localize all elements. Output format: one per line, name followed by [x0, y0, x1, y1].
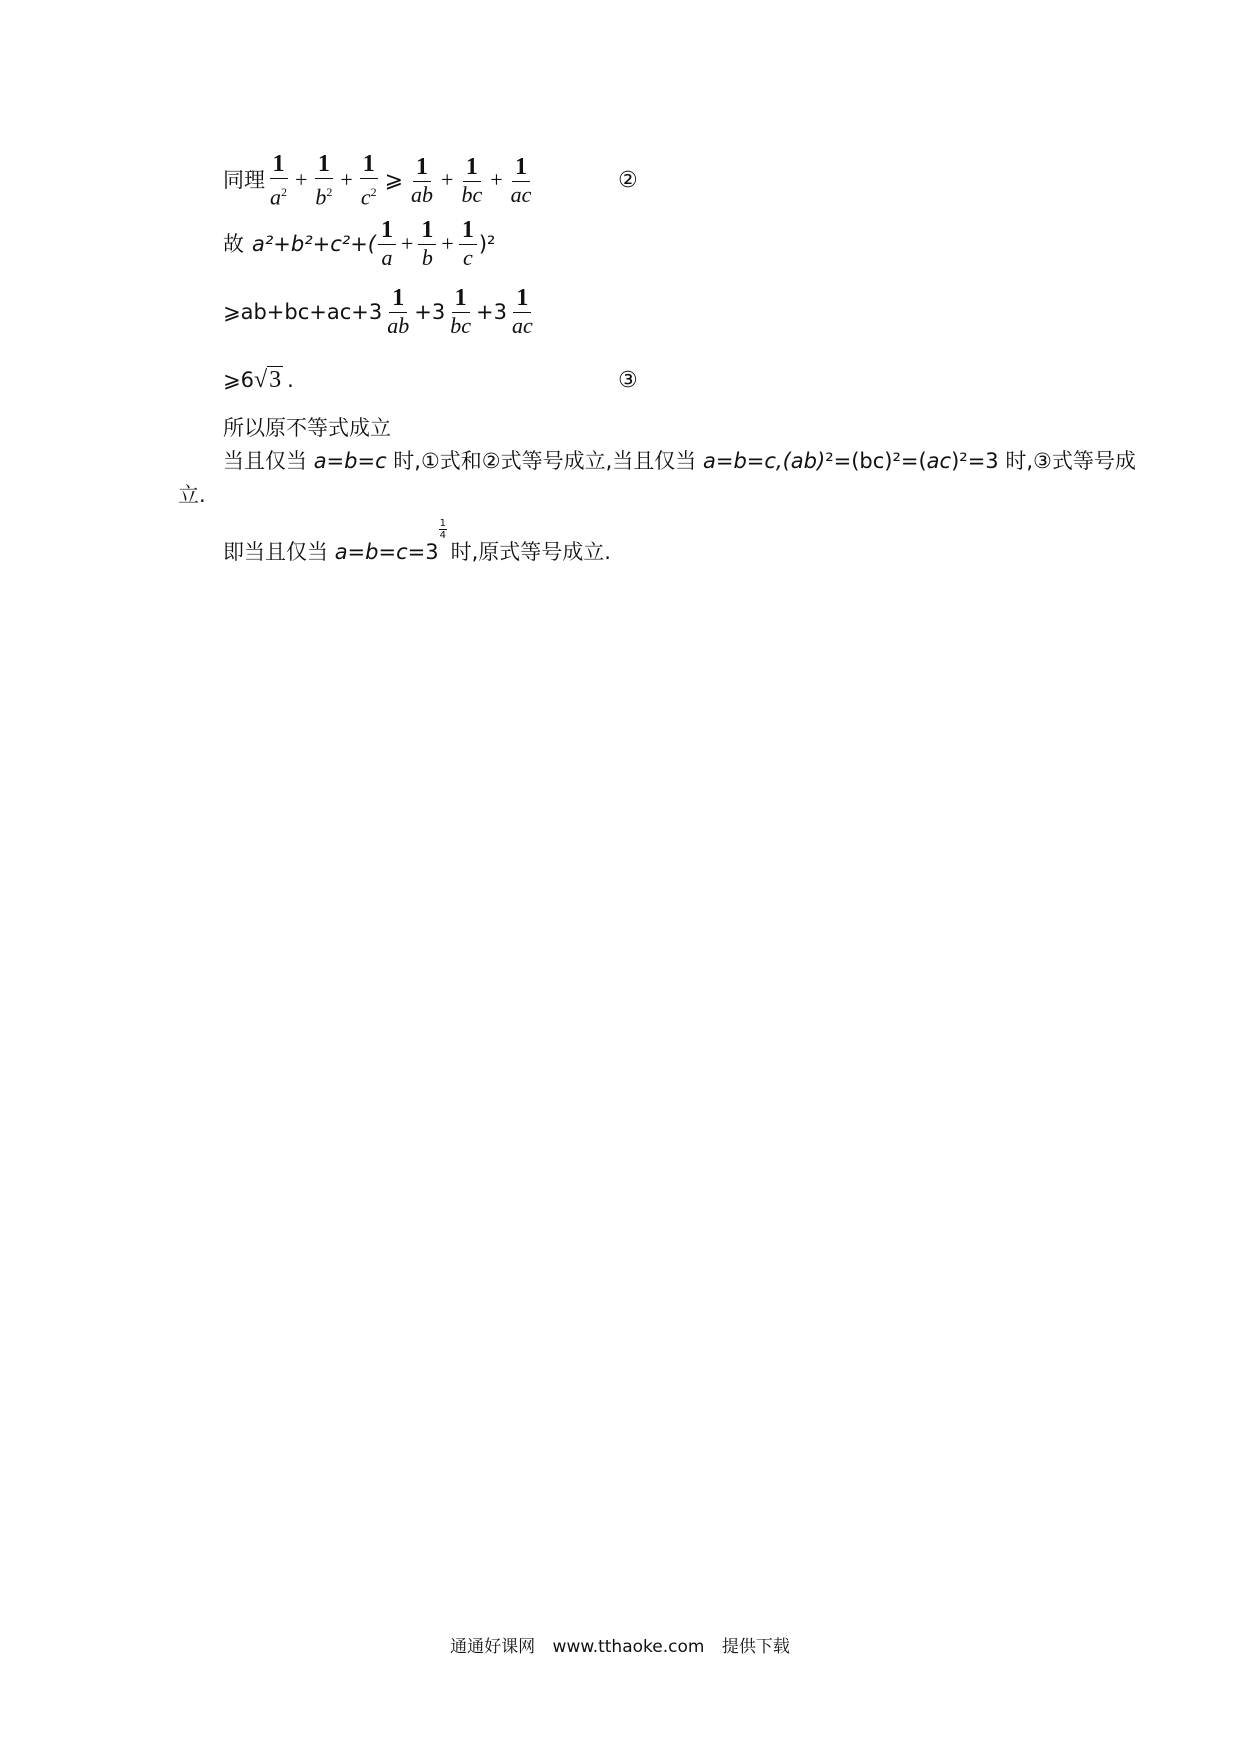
paragraph-final: 即当且仅当 a=b=c=3 1 4 时,原式等号成立.	[223, 518, 611, 564]
fraction-1-over-bc: $\frac{1}{bc}$	[450, 285, 471, 338]
close-paren: )²	[478, 231, 496, 256]
footer-url: www.tthaoke.com	[552, 1637, 705, 1657]
fraction-1-over-ac: $\frac{1}{ac}$	[511, 285, 533, 338]
equation-line-3: ⩾ab+bc+ac+3 $\frac{1}{ab}$ +3 $\frac{1}{bc}$ +3 $\frac{1}{ac}$	[223, 284, 538, 339]
equation-line-2: 故 a²+b²+c²+( $\frac{1}{a}$ + $\frac{1}{b}$ + $\frac{1}{c}$ )²	[223, 217, 496, 270]
footer-site: 通通好课网	[450, 1637, 536, 1657]
geq-symbol: ⩾	[384, 167, 404, 193]
prefix-text: 同理	[223, 168, 265, 193]
equation-marker-3: ③	[618, 368, 638, 393]
equation-marker-2: ②	[618, 168, 638, 193]
expression-text: a²+b²+c²+(	[252, 231, 376, 256]
fraction-1-over-c: $\frac{1}{c}$	[459, 216, 477, 271]
fraction-1-over-a2: $\frac{1}{a^2}$	[270, 151, 287, 210]
lead-text: ⩾ab+bc+ac+3	[223, 299, 383, 324]
paragraph-condition-cont: 立.	[178, 483, 206, 507]
fraction-1-over-b: $\frac{1}{b}$	[418, 216, 436, 271]
page-footer	[0, 1632, 1240, 1657]
equation-line-4: ⩾6 √ 3 .	[223, 367, 294, 393]
fraction-1-over-ab: $\frac{1}{ab}$	[387, 285, 410, 338]
sqrt-expression: √ 3	[253, 367, 282, 393]
paragraph-conclusion: 所以原不等式成立	[223, 416, 391, 440]
equation-line-1: 同理 $\frac{1}{a^2}$ + $\frac{1}{b^2}$ + $\frac{1}{c^2}$ ⩾ $\frac{1}{ab}$ + $\frac{1}{bc}$ + $\frac{1}{ac}$	[223, 150, 536, 210]
footer-tail: 提供下载	[721, 1637, 790, 1657]
paragraph-condition: 当且仅当 a=b=c 时,①式和②式等号成立,当且仅当 a=b=c,(ab)²=(bc)²=(ac)²=3 时,③式等号成	[223, 449, 1136, 473]
fraction-1-over-bc: $\frac{1}{bc}$	[461, 153, 483, 207]
fraction-1-over-ac: $\frac{1}{ac}$	[510, 153, 532, 207]
fraction-1-over-b2: $\frac{1}{b^2}$	[315, 151, 333, 210]
fraction-1-over-c2: $\frac{1}{c^2}$	[360, 151, 377, 210]
fraction-1-over-a: $\frac{1}{a}$	[378, 216, 396, 271]
power-3-quarter: 3 1 4	[425, 518, 446, 564]
fraction-1-over-ab: $\frac{1}{ab}$	[411, 153, 434, 207]
